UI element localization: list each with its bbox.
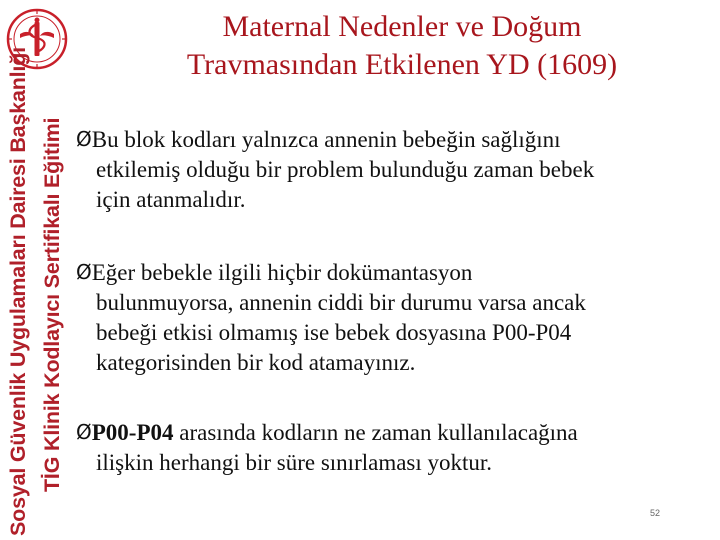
arrow-bullet-icon: Ø: [76, 420, 92, 444]
bullet-item-2: [76, 258, 710, 378]
page-number: 52: [650, 508, 661, 518]
sidebar: [0, 0, 82, 540]
bullet-code-range: P00-P04: [91, 420, 174, 445]
bullet-text: Bu blok kodları yalnızca annenin bebeğin sağlığını: [91, 127, 561, 152]
bullet-text: bulunmuyorsa, annenin ciddi bir durumu varsa ancak: [96, 290, 586, 315]
sidebar-org-name: Sosyal Güvenlik Uygulamaları Dairesi Başkanlığı: [6, 47, 30, 536]
bullet-item-1: [76, 125, 710, 215]
bullet-text: Eğer bebekle ilgili hiçbir dokümantasyon: [91, 260, 473, 285]
slide-title: [90, 8, 714, 84]
slide-title-line2: Travmasından Etkilenen YD (1609): [186, 48, 618, 81]
sidebar-training-name: TİG Klinik Kodlayıcı Sertifikalı Eğitimi: [40, 117, 64, 492]
bullet-text: ilişkin herhangi bir süre sınırlaması yoktur.: [96, 450, 493, 475]
slide-title-line1: Maternal Nedenler ve Doğum: [222, 10, 582, 43]
bullet-text: bebeği etkisi olmamış ise bebek dosyasına P00-P04: [96, 320, 572, 345]
arrow-bullet-icon: Ø: [76, 127, 92, 151]
bullet-text: kategorisinden bir kod atamayınız.: [96, 350, 416, 375]
bullet-text: için atanmalıdır.: [96, 187, 246, 212]
arrow-bullet-icon: Ø: [76, 260, 92, 284]
bullet-text: arasında kodların ne zaman kullanılacağına: [173, 420, 578, 445]
bullet-text: etkilemiş olduğu bir problem bulunduğu zaman bebek: [96, 157, 595, 182]
bullet-item-3: [76, 418, 710, 478]
